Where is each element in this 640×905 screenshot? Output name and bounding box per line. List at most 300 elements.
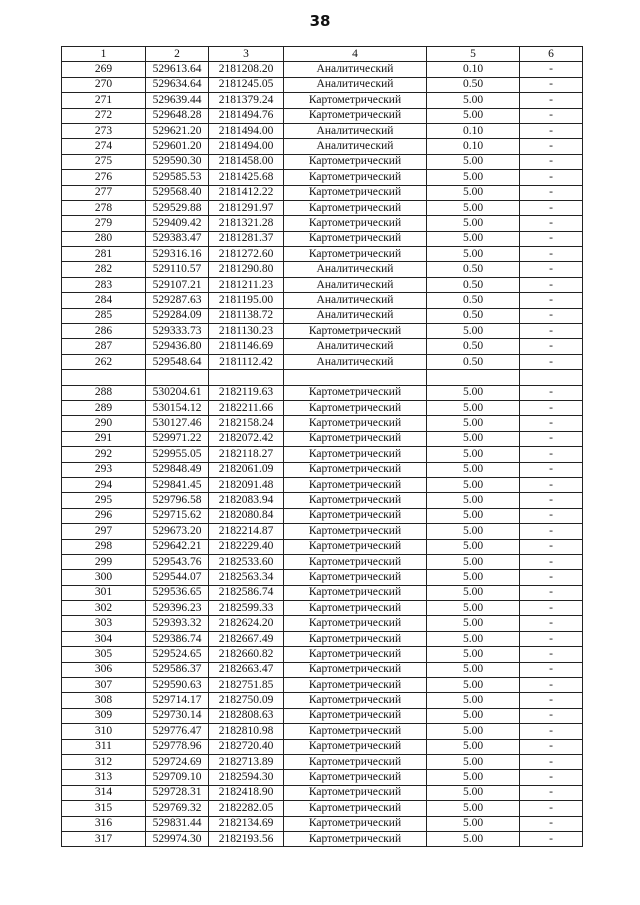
method-cell: Картометрический: [284, 708, 427, 723]
note-cell: -: [520, 431, 583, 446]
table-row: [62, 647, 583, 662]
accuracy-cell: 0.50: [427, 354, 520, 369]
column-header: 3: [209, 47, 284, 62]
note-cell: -: [520, 739, 583, 754]
method-cell: Аналитический: [284, 262, 427, 277]
table-row: [62, 539, 583, 554]
table-row: [62, 293, 583, 308]
method-cell: Картометрический: [284, 785, 427, 800]
y-coordinate-cell: 2181112.42: [209, 354, 284, 369]
method-cell: Аналитический: [284, 277, 427, 292]
table-row: [62, 154, 583, 169]
method-cell: Картометрический: [284, 324, 427, 339]
point-number-cell: 284: [62, 293, 146, 308]
accuracy-cell: 5.00: [427, 324, 520, 339]
accuracy-cell: 5.00: [427, 539, 520, 554]
column-header: 5: [427, 47, 520, 62]
point-number-cell: 282: [62, 262, 146, 277]
note-cell: -: [520, 570, 583, 585]
note-cell: -: [520, 200, 583, 215]
table-row: [62, 324, 583, 339]
point-number-cell: 274: [62, 139, 146, 154]
note-cell: -: [520, 770, 583, 785]
point-number-cell: 316: [62, 816, 146, 831]
note-cell: -: [520, 216, 583, 231]
table-row: [62, 277, 583, 292]
table-row: [62, 724, 583, 739]
x-coordinate-cell: 529110.57: [146, 262, 209, 277]
accuracy-cell: 5.00: [427, 739, 520, 754]
accuracy-cell: 5.00: [427, 385, 520, 400]
note-cell: -: [520, 508, 583, 523]
method-cell: Аналитический: [284, 354, 427, 369]
note-cell: -: [520, 231, 583, 246]
point-number-cell: 300: [62, 570, 146, 585]
x-coordinate-cell: 530204.61: [146, 385, 209, 400]
point-number-cell: 279: [62, 216, 146, 231]
accuracy-cell: 5.00: [427, 185, 520, 200]
x-coordinate-cell: 529386.74: [146, 631, 209, 646]
y-coordinate-cell: 2182720.40: [209, 739, 284, 754]
point-number-cell: 273: [62, 123, 146, 138]
accuracy-cell: [427, 370, 520, 385]
table-row: [62, 554, 583, 569]
x-coordinate-cell: 529613.64: [146, 62, 209, 77]
note-cell: -: [520, 724, 583, 739]
point-number-cell: 308: [62, 693, 146, 708]
y-coordinate-cell: 2181138.72: [209, 308, 284, 323]
x-coordinate-cell: 529287.63: [146, 293, 209, 308]
point-number-cell: [62, 370, 146, 385]
method-cell: Картометрический: [284, 108, 427, 123]
note-cell: -: [520, 585, 583, 600]
method-cell: Картометрический: [284, 185, 427, 200]
table-row: [62, 754, 583, 769]
accuracy-cell: 5.00: [427, 631, 520, 646]
x-coordinate-cell: 529730.14: [146, 708, 209, 723]
note-cell: -: [520, 539, 583, 554]
accuracy-cell: 5.00: [427, 462, 520, 477]
accuracy-cell: 0.50: [427, 339, 520, 354]
table-row: [62, 370, 583, 385]
accuracy-cell: 5.00: [427, 447, 520, 462]
note-cell: -: [520, 385, 583, 400]
x-coordinate-cell: 529586.37: [146, 662, 209, 677]
method-cell: Картометрический: [284, 524, 427, 539]
x-coordinate-cell: 529590.30: [146, 154, 209, 169]
method-cell: Картометрический: [284, 477, 427, 492]
x-coordinate-cell: 529848.49: [146, 462, 209, 477]
column-header: 6: [520, 47, 583, 62]
point-number-cell: 302: [62, 601, 146, 616]
note-cell: -: [520, 631, 583, 646]
note-cell: -: [520, 708, 583, 723]
note-cell: -: [520, 247, 583, 262]
table-row: [62, 708, 583, 723]
table-row: [62, 185, 583, 200]
point-number-cell: 283: [62, 277, 146, 292]
y-coordinate-cell: 2181291.97: [209, 200, 284, 215]
y-coordinate-cell: 2181211.23: [209, 277, 284, 292]
table-row: [62, 785, 583, 800]
accuracy-cell: 0.50: [427, 293, 520, 308]
note-cell: -: [520, 77, 583, 92]
x-coordinate-cell: 529548.64: [146, 354, 209, 369]
x-coordinate-cell: 529634.64: [146, 77, 209, 92]
y-coordinate-cell: 2182418.90: [209, 785, 284, 800]
y-coordinate-cell: 2181379.24: [209, 93, 284, 108]
table-row: [62, 801, 583, 816]
accuracy-cell: 5.00: [427, 647, 520, 662]
accuracy-cell: 5.00: [427, 247, 520, 262]
method-cell: Картометрический: [284, 678, 427, 693]
note-cell: -: [520, 816, 583, 831]
note-cell: [520, 370, 583, 385]
accuracy-cell: 5.00: [427, 93, 520, 108]
method-cell: Картометрический: [284, 462, 427, 477]
method-cell: Аналитический: [284, 293, 427, 308]
method-cell: Картометрический: [284, 231, 427, 246]
accuracy-cell: 5.00: [427, 431, 520, 446]
method-cell: Аналитический: [284, 123, 427, 138]
x-coordinate-cell: 529796.58: [146, 493, 209, 508]
table-row: [62, 816, 583, 831]
method-cell: Картометрический: [284, 616, 427, 631]
x-coordinate-cell: 529648.28: [146, 108, 209, 123]
note-cell: -: [520, 93, 583, 108]
table-row: [62, 770, 583, 785]
table-row: [62, 601, 583, 616]
method-cell: Картометрический: [284, 816, 427, 831]
table-row: [62, 247, 583, 262]
method-cell: Картометрический: [284, 200, 427, 215]
y-coordinate-cell: 2182660.82: [209, 647, 284, 662]
note-cell: -: [520, 616, 583, 631]
point-number-cell: 271: [62, 93, 146, 108]
accuracy-cell: 0.10: [427, 123, 520, 138]
method-cell: Аналитический: [284, 308, 427, 323]
x-coordinate-cell: 529409.42: [146, 216, 209, 231]
x-coordinate-cell: 529524.65: [146, 647, 209, 662]
accuracy-cell: 5.00: [427, 616, 520, 631]
point-number-cell: 314: [62, 785, 146, 800]
y-coordinate-cell: 2182751.85: [209, 678, 284, 693]
note-cell: -: [520, 354, 583, 369]
accuracy-cell: 5.00: [427, 554, 520, 569]
table-header-row: [62, 47, 583, 62]
note-cell: -: [520, 647, 583, 662]
x-coordinate-cell: 529585.53: [146, 170, 209, 185]
note-cell: -: [520, 139, 583, 154]
point-number-cell: 303: [62, 616, 146, 631]
method-cell: Картометрический: [284, 400, 427, 415]
accuracy-cell: 5.00: [427, 493, 520, 508]
accuracy-cell: 5.00: [427, 708, 520, 723]
method-cell: [284, 370, 427, 385]
y-coordinate-cell: 2182282.05: [209, 801, 284, 816]
y-coordinate-cell: 2182624.20: [209, 616, 284, 631]
y-coordinate-cell: 2181321.28: [209, 216, 284, 231]
accuracy-cell: 0.50: [427, 308, 520, 323]
table-row: [62, 462, 583, 477]
x-coordinate-cell: 529601.20: [146, 139, 209, 154]
point-number-cell: 297: [62, 524, 146, 539]
table-row: [62, 308, 583, 323]
accuracy-cell: 0.50: [427, 277, 520, 292]
table-row: [62, 354, 583, 369]
y-coordinate-cell: 2182118.27: [209, 447, 284, 462]
table-row: [62, 631, 583, 646]
table-row: [62, 77, 583, 92]
y-coordinate-cell: 2182083.94: [209, 493, 284, 508]
accuracy-cell: 5.00: [427, 170, 520, 185]
note-cell: -: [520, 277, 583, 292]
point-number-cell: 285: [62, 308, 146, 323]
y-coordinate-cell: 2181458.00: [209, 154, 284, 169]
table-row: [62, 493, 583, 508]
note-cell: -: [520, 123, 583, 138]
y-coordinate-cell: 2182810.98: [209, 724, 284, 739]
y-coordinate-cell: 2182808.63: [209, 708, 284, 723]
point-number-cell: 317: [62, 831, 146, 846]
table-row: [62, 447, 583, 462]
table-row: [62, 339, 583, 354]
accuracy-cell: 0.50: [427, 77, 520, 92]
table-row: [62, 616, 583, 631]
method-cell: Картометрический: [284, 754, 427, 769]
table-row: [62, 62, 583, 77]
point-number-cell: 309: [62, 708, 146, 723]
point-number-cell: 280: [62, 231, 146, 246]
method-cell: Картометрический: [284, 493, 427, 508]
y-coordinate-cell: 2182594.30: [209, 770, 284, 785]
point-number-cell: 294: [62, 477, 146, 492]
note-cell: -: [520, 601, 583, 616]
y-coordinate-cell: 2181272.60: [209, 247, 284, 262]
point-number-cell: 312: [62, 754, 146, 769]
x-coordinate-cell: 529724.69: [146, 754, 209, 769]
point-number-cell: 269: [62, 62, 146, 77]
table-row: [62, 416, 583, 431]
point-number-cell: 272: [62, 108, 146, 123]
x-coordinate-cell: 529642.21: [146, 539, 209, 554]
page-number: 38: [309, 12, 331, 30]
x-coordinate-cell: 529536.65: [146, 585, 209, 600]
table-row: [62, 662, 583, 677]
x-coordinate-cell: 529436.80: [146, 339, 209, 354]
method-cell: Картометрический: [284, 447, 427, 462]
method-cell: Картометрический: [284, 216, 427, 231]
table-row: [62, 108, 583, 123]
accuracy-cell: 0.10: [427, 62, 520, 77]
x-coordinate-cell: 529955.05: [146, 447, 209, 462]
point-number-cell: 290: [62, 416, 146, 431]
table-row: [62, 831, 583, 846]
note-cell: -: [520, 262, 583, 277]
note-cell: -: [520, 185, 583, 200]
note-cell: -: [520, 801, 583, 816]
y-coordinate-cell: 2181281.37: [209, 231, 284, 246]
x-coordinate-cell: [146, 370, 209, 385]
x-coordinate-cell: 529714.17: [146, 693, 209, 708]
point-number-cell: 299: [62, 554, 146, 569]
y-coordinate-cell: 2182667.49: [209, 631, 284, 646]
note-cell: -: [520, 62, 583, 77]
x-coordinate-cell: 529284.09: [146, 308, 209, 323]
table-row: [62, 431, 583, 446]
note-cell: -: [520, 754, 583, 769]
y-coordinate-cell: 2181146.69: [209, 339, 284, 354]
method-cell: Картометрический: [284, 831, 427, 846]
x-coordinate-cell: 529590.63: [146, 678, 209, 693]
accuracy-cell: 5.00: [427, 570, 520, 585]
y-coordinate-cell: 2182080.84: [209, 508, 284, 523]
point-number-cell: 275: [62, 154, 146, 169]
accuracy-cell: 5.00: [427, 770, 520, 785]
y-coordinate-cell: 2181208.20: [209, 62, 284, 77]
note-cell: -: [520, 462, 583, 477]
method-cell: Картометрический: [284, 539, 427, 554]
point-number-cell: 311: [62, 739, 146, 754]
accuracy-cell: 5.00: [427, 200, 520, 215]
x-coordinate-cell: 529971.22: [146, 431, 209, 446]
method-cell: Картометрический: [284, 601, 427, 616]
accuracy-cell: 5.00: [427, 585, 520, 600]
point-number-cell: 277: [62, 185, 146, 200]
x-coordinate-cell: 529728.31: [146, 785, 209, 800]
table-row: [62, 385, 583, 400]
accuracy-cell: 5.00: [427, 601, 520, 616]
method-cell: Аналитический: [284, 139, 427, 154]
method-cell: Аналитический: [284, 77, 427, 92]
y-coordinate-cell: 2182533.60: [209, 554, 284, 569]
table-body: [62, 62, 583, 847]
coordinates-table: [61, 46, 583, 847]
accuracy-cell: 5.00: [427, 477, 520, 492]
column-header: 1: [62, 47, 146, 62]
method-cell: Картометрический: [284, 570, 427, 585]
x-coordinate-cell: 529393.32: [146, 616, 209, 631]
point-number-cell: 276: [62, 170, 146, 185]
column-header: 4: [284, 47, 427, 62]
column-header: 2: [146, 47, 209, 62]
point-number-cell: 281: [62, 247, 146, 262]
note-cell: -: [520, 154, 583, 169]
y-coordinate-cell: 2181425.68: [209, 170, 284, 185]
x-coordinate-cell: 529673.20: [146, 524, 209, 539]
method-cell: Аналитический: [284, 339, 427, 354]
method-cell: Картометрический: [284, 724, 427, 739]
accuracy-cell: 0.10: [427, 139, 520, 154]
y-coordinate-cell: 2182134.69: [209, 816, 284, 831]
y-coordinate-cell: 2182214.87: [209, 524, 284, 539]
note-cell: -: [520, 447, 583, 462]
x-coordinate-cell: 529529.88: [146, 200, 209, 215]
note-cell: -: [520, 693, 583, 708]
table-row: [62, 585, 583, 600]
y-coordinate-cell: 2182193.56: [209, 831, 284, 846]
accuracy-cell: 5.00: [427, 662, 520, 677]
method-cell: Картометрический: [284, 662, 427, 677]
y-coordinate-cell: 2182586.74: [209, 585, 284, 600]
x-coordinate-cell: 530154.12: [146, 400, 209, 415]
accuracy-cell: 5.00: [427, 724, 520, 739]
y-coordinate-cell: 2182599.33: [209, 601, 284, 616]
y-coordinate-cell: 2182072.42: [209, 431, 284, 446]
point-number-cell: 305: [62, 647, 146, 662]
y-coordinate-cell: 2181195.00: [209, 293, 284, 308]
x-coordinate-cell: 529544.07: [146, 570, 209, 585]
x-coordinate-cell: 529769.32: [146, 801, 209, 816]
table-row: [62, 508, 583, 523]
point-number-cell: 278: [62, 200, 146, 215]
x-coordinate-cell: 529396.23: [146, 601, 209, 616]
point-number-cell: 293: [62, 462, 146, 477]
x-coordinate-cell: 529543.76: [146, 554, 209, 569]
table-row: [62, 170, 583, 185]
note-cell: -: [520, 477, 583, 492]
point-number-cell: 288: [62, 385, 146, 400]
table-row: [62, 678, 583, 693]
accuracy-cell: 5.00: [427, 678, 520, 693]
note-cell: -: [520, 339, 583, 354]
note-cell: -: [520, 554, 583, 569]
y-coordinate-cell: 2182061.09: [209, 462, 284, 477]
y-coordinate-cell: 2182211.66: [209, 400, 284, 415]
method-cell: Картометрический: [284, 554, 427, 569]
x-coordinate-cell: 529383.47: [146, 231, 209, 246]
y-coordinate-cell: 2181494.76: [209, 108, 284, 123]
x-coordinate-cell: 529709.10: [146, 770, 209, 785]
point-number-cell: 315: [62, 801, 146, 816]
method-cell: Картометрический: [284, 801, 427, 816]
accuracy-cell: 5.00: [427, 508, 520, 523]
method-cell: Картометрический: [284, 585, 427, 600]
table-row: [62, 524, 583, 539]
accuracy-cell: 5.00: [427, 154, 520, 169]
method-cell: Картометрический: [284, 93, 427, 108]
note-cell: -: [520, 524, 583, 539]
table-row: [62, 123, 583, 138]
x-coordinate-cell: 529974.30: [146, 831, 209, 846]
x-coordinate-cell: 529841.45: [146, 477, 209, 492]
point-number-cell: 289: [62, 400, 146, 415]
y-coordinate-cell: 2182229.40: [209, 539, 284, 554]
method-cell: Картометрический: [284, 647, 427, 662]
point-number-cell: 287: [62, 339, 146, 354]
method-cell: Картометрический: [284, 431, 427, 446]
y-coordinate-cell: 2181412.22: [209, 185, 284, 200]
method-cell: Картометрический: [284, 247, 427, 262]
point-number-cell: 295: [62, 493, 146, 508]
x-coordinate-cell: 529333.73: [146, 324, 209, 339]
y-coordinate-cell: 2182119.63: [209, 385, 284, 400]
table-row: [62, 200, 583, 215]
y-coordinate-cell: 2181130.23: [209, 324, 284, 339]
point-number-cell: 298: [62, 539, 146, 554]
x-coordinate-cell: 529776.47: [146, 724, 209, 739]
y-coordinate-cell: 2181290.80: [209, 262, 284, 277]
note-cell: -: [520, 400, 583, 415]
note-cell: -: [520, 831, 583, 846]
point-number-cell: 310: [62, 724, 146, 739]
accuracy-cell: 5.00: [427, 231, 520, 246]
y-coordinate-cell: 2181494.00: [209, 139, 284, 154]
y-coordinate-cell: 2182158.24: [209, 416, 284, 431]
table-row: [62, 570, 583, 585]
accuracy-cell: 5.00: [427, 400, 520, 415]
x-coordinate-cell: 529778.96: [146, 739, 209, 754]
